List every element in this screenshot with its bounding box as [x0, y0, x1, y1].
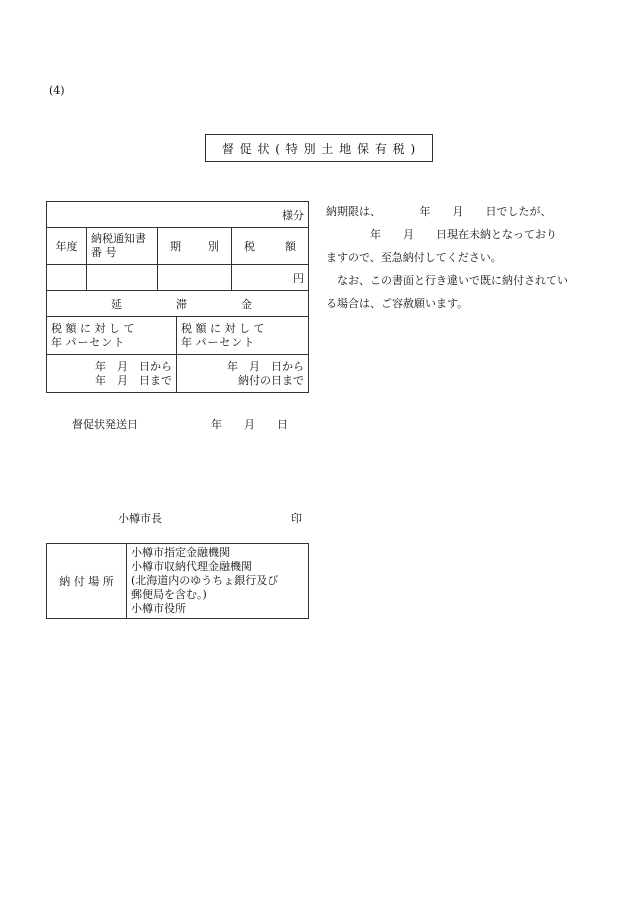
document-title: 督 促 状 ( 特 別 土 地 保 有 税 )	[221, 141, 417, 156]
header-notice-char-ban: 番	[91, 246, 102, 259]
header-notice-line1: 納税通知書	[91, 232, 146, 245]
delay-char3: 金	[241, 297, 252, 311]
cell-notice-value	[87, 265, 158, 291]
rate-left-percent: パーセント	[65, 335, 126, 349]
notice-body	[326, 200, 588, 315]
period-right-cell	[177, 355, 309, 393]
payment-place-table	[46, 543, 309, 619]
rate-right-cell	[177, 317, 309, 355]
rate-left-char: に	[80, 321, 91, 335]
rate-left-char: し	[109, 321, 120, 335]
cell-tax-value	[232, 265, 309, 291]
rate-right-percent: パーセント	[195, 335, 256, 349]
sama-cell	[47, 202, 309, 228]
seal-mark: 印	[291, 512, 302, 525]
payment-place-line: 小樽市指定金融機関	[131, 546, 230, 559]
body-line: ますので、至急納付してください。	[326, 251, 502, 264]
header-year	[47, 228, 87, 265]
cell-period-value	[158, 265, 232, 291]
rate-left-char: 税	[51, 321, 62, 335]
header-period-char1: 期	[170, 240, 181, 253]
body-line: 年 月 日現在未納となっており	[326, 228, 557, 241]
rate-left-cell	[47, 317, 177, 355]
header-notice-line2	[91, 246, 153, 260]
rate-left-char: て	[123, 321, 135, 335]
payment-place-list	[127, 544, 309, 619]
rate-left-year: 年	[51, 335, 62, 349]
rate-left-char: 額	[65, 321, 77, 335]
rate-left-line1	[51, 322, 172, 336]
payment-place-line: 小樽市収納代理金融機関	[131, 560, 252, 573]
delay-header	[47, 291, 309, 317]
period-left-from: 年 月 日から	[95, 359, 172, 373]
payment-place-label: 納 付 場 所	[59, 575, 114, 588]
header-notice-char-go: 号	[105, 246, 117, 259]
rate-right-char: し	[239, 321, 250, 335]
delay-char1: 延	[111, 297, 122, 311]
header-period-char2: 別	[208, 240, 219, 253]
header-tax-amount	[232, 228, 309, 265]
rate-right-line1	[181, 322, 304, 336]
issue-date-value: 年 月 日	[211, 418, 288, 431]
header-tax-char1: 税	[244, 240, 255, 253]
issue-date-label: 督促状発送日	[72, 418, 138, 431]
body-line: なお、この書面と行き違いで既に納付されてい	[326, 274, 568, 287]
form-number: (4)	[49, 84, 65, 97]
header-period	[158, 228, 232, 265]
tax-table	[46, 201, 309, 317]
period-right-from: 年 月 日から	[227, 359, 304, 373]
period-left-to: 年 月 日まで	[95, 373, 172, 387]
rate-left-line2	[51, 336, 172, 350]
rate-right-line2	[181, 336, 304, 350]
sama-label: 様分	[282, 208, 304, 222]
header-year-label: 年度	[55, 240, 78, 253]
mayor-label: 小樽市長	[118, 512, 162, 525]
payment-place-label-cell	[47, 544, 127, 619]
period-left-cell	[47, 355, 177, 393]
header-notice-number	[87, 228, 158, 265]
rate-right-char: 税	[181, 321, 192, 335]
payment-place-line: 小樽市役所	[131, 602, 186, 615]
document-title-box	[205, 134, 433, 162]
rate-right-year: 年	[181, 335, 192, 349]
rate-right-char: 対	[224, 321, 236, 335]
header-tax-char2: 額	[285, 240, 296, 253]
body-line: 納期限は、 年 月 日でしたが、	[326, 205, 552, 218]
payment-place-line: (北海道内のゆうちょ銀行及び	[131, 574, 279, 587]
rate-right-char: に	[210, 321, 221, 335]
rate-left-char: 対	[94, 321, 106, 335]
yen-unit: 円	[293, 271, 304, 285]
rate-right-char: て	[253, 321, 265, 335]
period-right-to: 納付の日まで	[238, 373, 304, 387]
delay-table	[46, 316, 309, 393]
body-line: る場合は、ご容赦願います。	[326, 297, 469, 310]
delay-char2: 滞	[176, 297, 187, 311]
payment-place-line: 郵便局を含む。)	[131, 588, 207, 601]
cell-year-value	[47, 265, 87, 291]
rate-right-char: 額	[195, 321, 207, 335]
